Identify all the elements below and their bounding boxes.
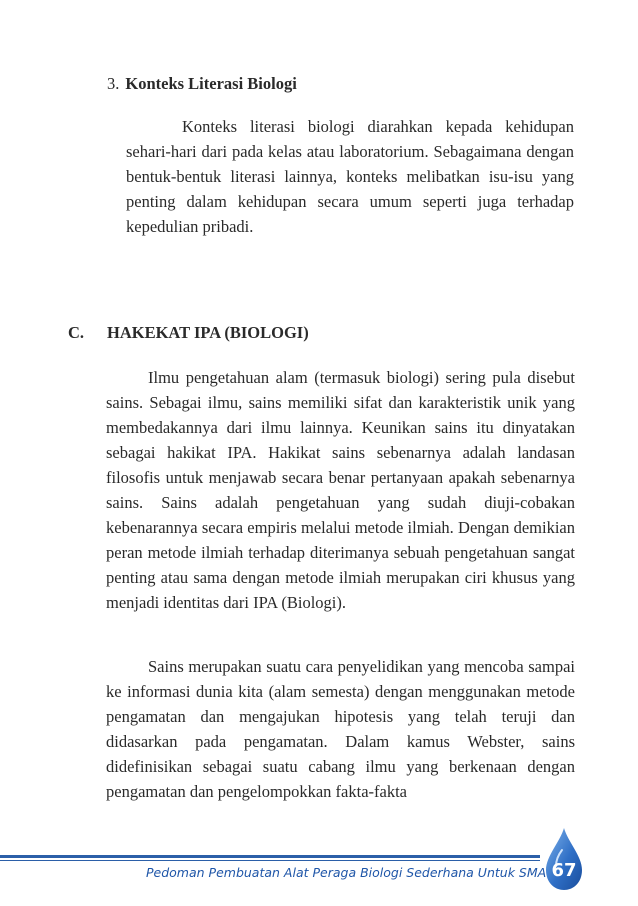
body-paragraph: Ilmu pengetahuan alam (termasuk biologi) sering pula disebut sains. Sebagai ilmu, sains memiliki sifat dan karakteristik unik yang membedakannya dari ilmu lainnya. Keunikan sains itu dinyatakan sebagai hakikat IPA. Hakikat sains sebenarnya adalah landasan filosofis untuk menjawab secara benar pertanyaan apakah sebenarnya sains. Sains adalah pengetahuan yang sudah diuji-cobakan kebenarannya secara empiris melalui metode ilmiah. Dengan demikian peran metode ilmiah terhadap diterimanya sebuah pengetahuan sangat penting atau sama dengan metode ilmiah merupakan ciri khusus yang menjadi identitas dari IPA (Biologi). [106, 368, 575, 612]
body-paragraph: Sains merupakan suatu cara penyelidikan yang mencoba sampai ke informasi dunia kita (alam semesta) dengan menggunakan metode pengamatan dan mengajukan hipotesis yang telah teruji dan didasarkan pada pengamatan. Dalam kamus Webster, sains didefinisikan sebagai suatu cabang ilmu yang berkenaan dengan pengamatan dan pengelompokkan fakta-fakta [106, 657, 575, 801]
page-number: 67 [551, 860, 577, 881]
section-heading [68, 321, 309, 345]
water-drop-icon [544, 826, 584, 892]
section-letter: C. [68, 323, 85, 342]
footer-rule-thin [0, 860, 540, 861]
footer-rule [0, 855, 540, 858]
section-title: HAKEKAT IPA (BIOLOGI) [107, 323, 309, 342]
subsection-title: Konteks Literasi Biologi [125, 74, 297, 93]
footer-title: Pedoman Pembuatan Alat Peraga Biologi Sederhana Untuk SMA [146, 865, 547, 880]
subsection-number: 3. [107, 74, 120, 93]
subsection-heading [107, 72, 297, 96]
subsection-paragraph: Konteks literasi biologi diarahkan kepada kehidupan sehari-hari dari pada kelas atau laboratorium. Sebagaimana dengan bentuk-bentuk literasi lainnya, konteks melibatkan isu-isu yang penting dalam kehidupan secara umum seperti juga terhadap kepedulian pribadi. [126, 117, 574, 236]
